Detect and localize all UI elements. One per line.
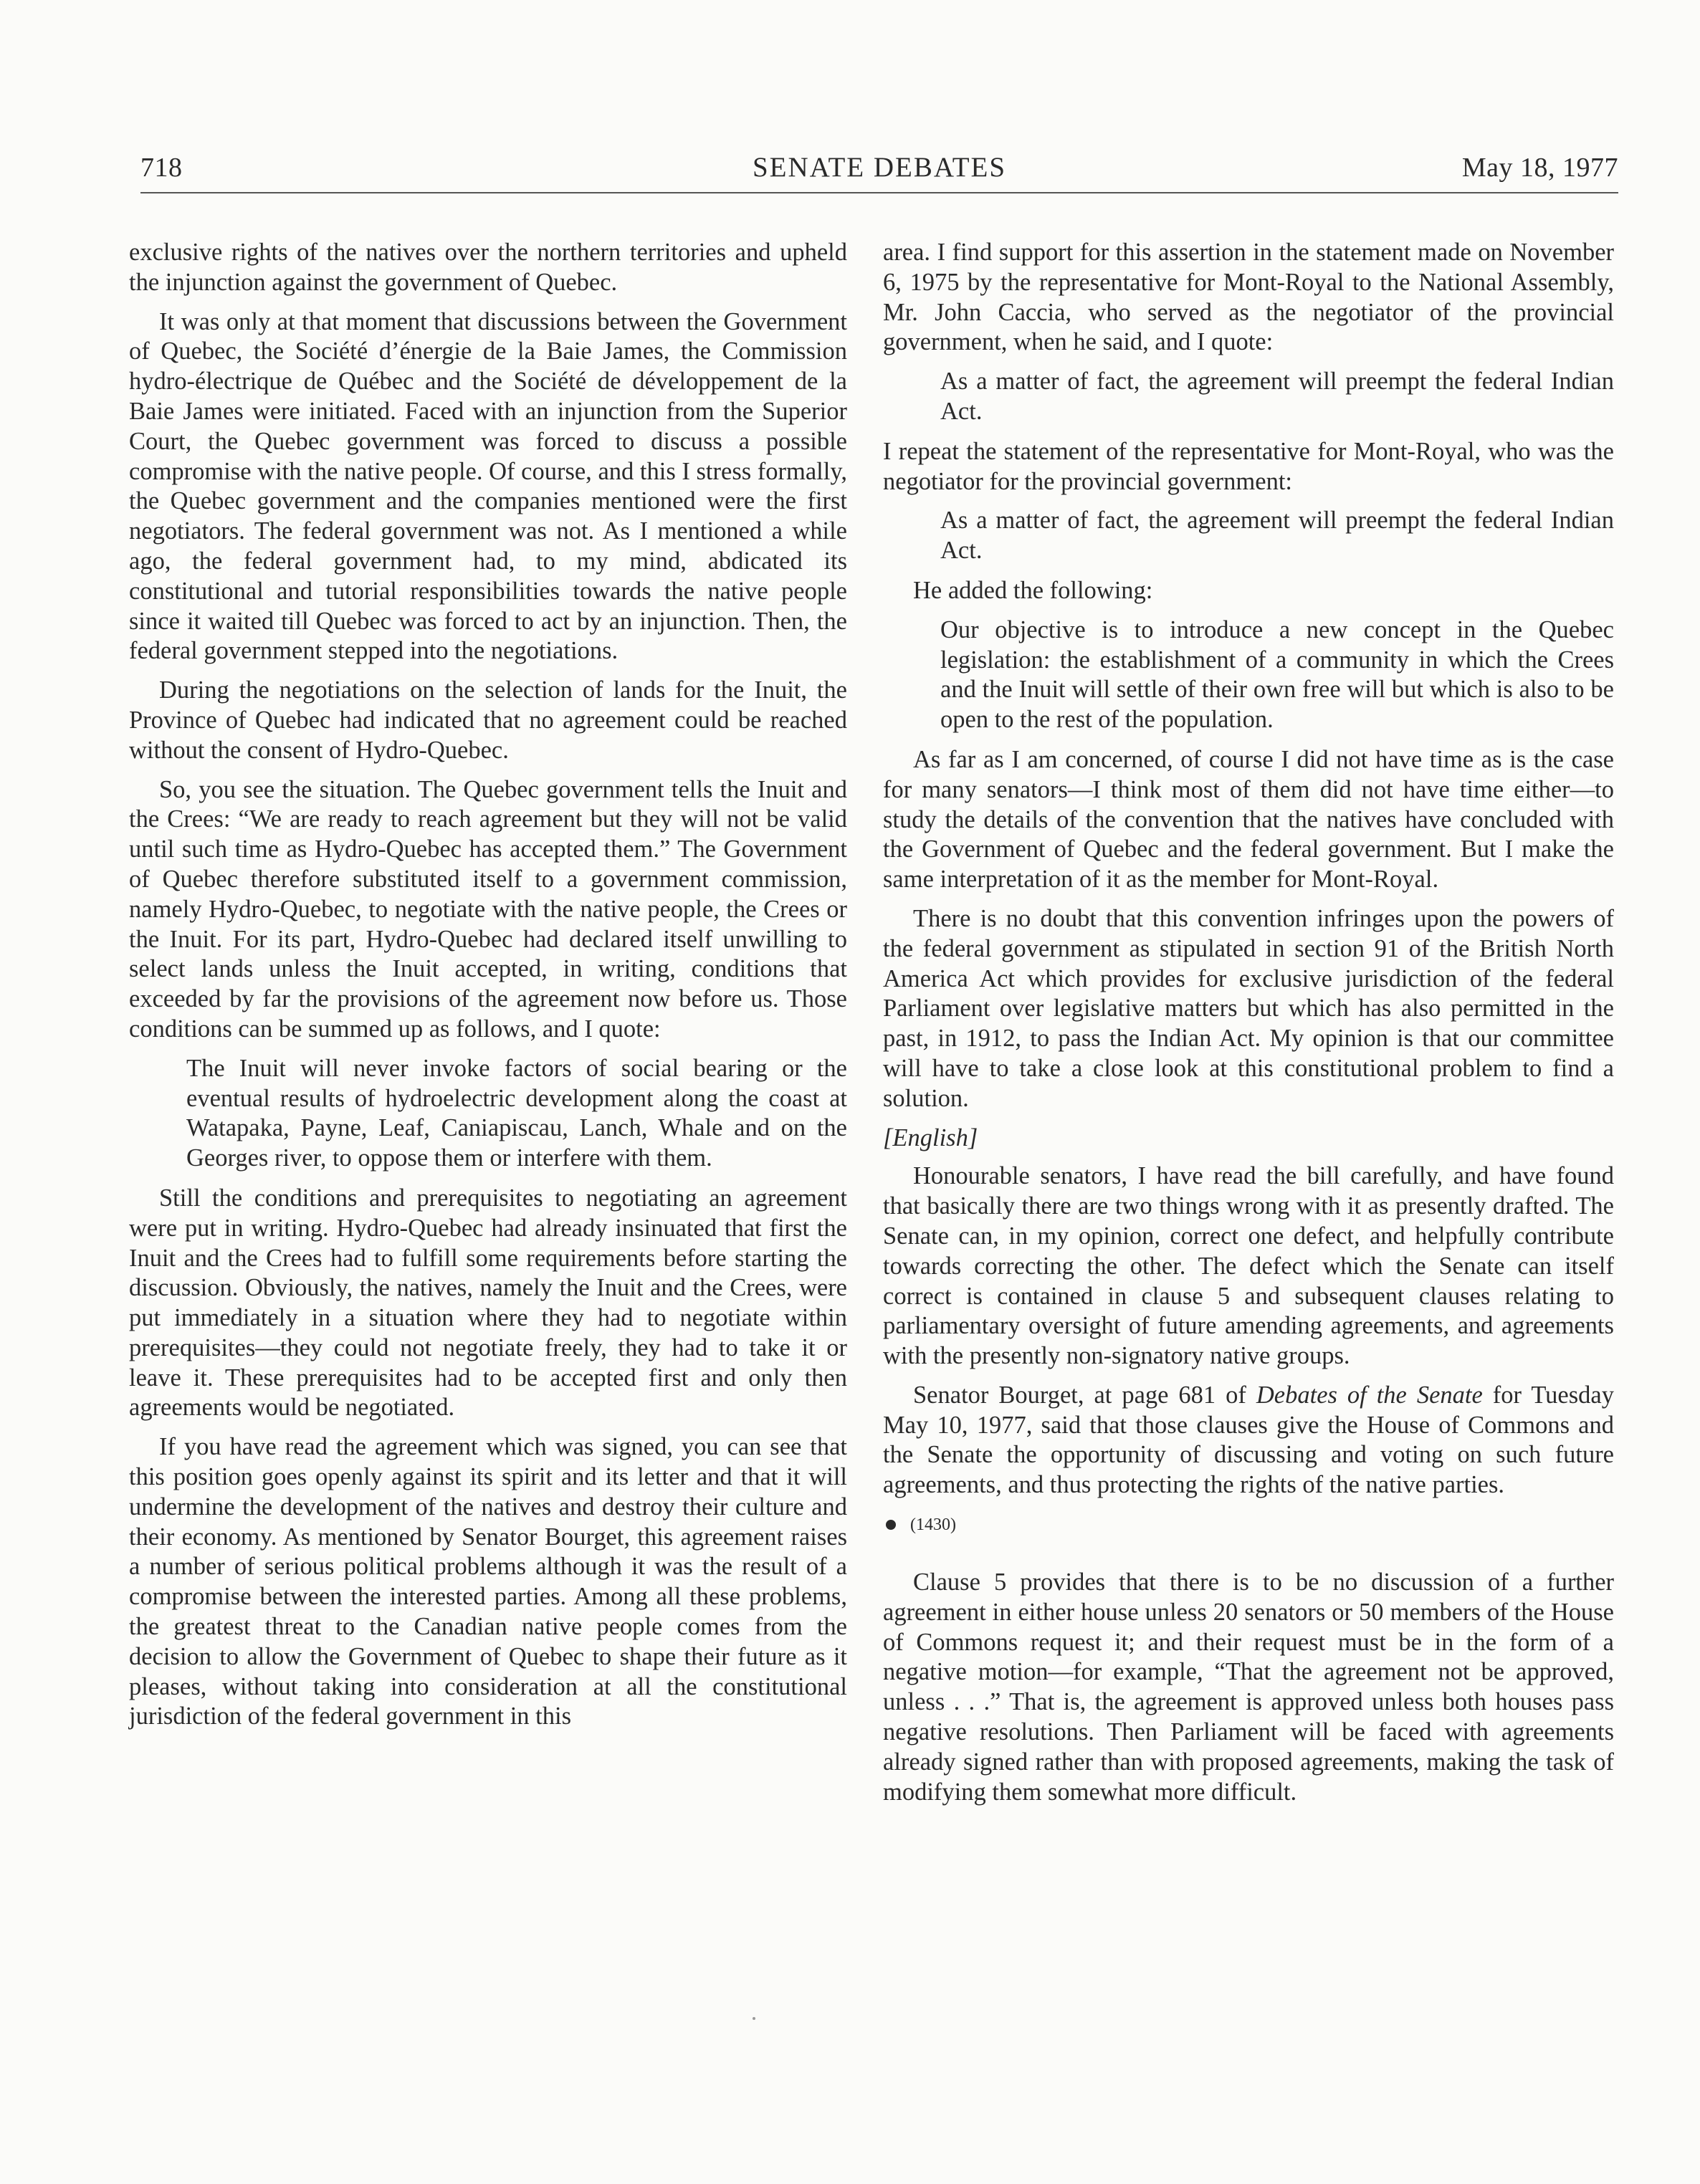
- paragraph: Honourable senators, I have read the bill carefully, and have found that basically there are two things wrong with it as presently drafted. The Senate can, in my opinion, correct one defect, and helpfully contribute towards correcting the other. The defect which the Senate can itself correct is contained in clause 5 and subsequent clauses relating to parliamentary oversight of future amending agreements, and agreements with the presently non-signatory native groups.: [883, 1162, 1614, 1370]
- paragraph: As far as I am concerned, of course I did not have time as is the case for many senators—I think most of them did not have time either—to study the details of the convention that the natives have concluded with the Government of Quebec and the federal government. But I make the same interpretation of it as the member for Mont-Royal.: [883, 745, 1614, 894]
- publication-title: Debates of the Senate: [1256, 1381, 1483, 1409]
- paragraph: It was only at that moment that discussions between the Government of Quebec, the Société d’énergie de la Baie James, the Commission hydro-électrique de Québec and the Société de développement de la Baie James were initiated. Faced with an injunction from the Superior Court, the Quebec government was forced to discuss a possible compromise with the native people. Of course, and this I stress formally, the Quebec government and the companies mentioned were the first negotiators. The federal government was not. As I mentioned a while ago, the federal government had, to my mind, abdicated its constitutional and tutorial responsibilities towards the native people since it waited till Quebec was forced to act by an injunction. Then, the federal government stepped into the negotiations.: [129, 307, 847, 665]
- page-number: 718: [140, 153, 183, 183]
- left-column: [129, 238, 847, 1741]
- paragraph: There is no doubt that this convention infringes upon the powers of the federal government as stipulated in section 91 of the British North America Act which provides for exclusive jurisdiction of the federal Parliament over legislative matters but which has also permitted in the past, in 1912, to pass the Indian Act. My opinion is that our committee will have to take a close look at this constitutional problem to find a solution.: [883, 904, 1614, 1112]
- paragraph: area. I find support for this assertion in the statement made on November 6, 1975 by the representative for Mont-Royal to the National Assembly, Mr. John Caccia, who served as the negotiator of the provincial government, when he said, and I quote:: [883, 239, 1614, 356]
- block-quote: Our objective is to introduce a new concept in the Quebec legislation: the establishment of a community in which the Crees and the Inuit will settle of their own free will but which is also to be open to the rest of the population.: [940, 616, 1614, 734]
- timestamp: [886, 1510, 1614, 1539]
- timestamp-text: (1430): [910, 1515, 956, 1535]
- paragraph: So, you see the situation. The Quebec government tells the Inuit and the Crees: “We are ready to reach agreement but they will not be valid until such time as Hydro-Quebec has accepted them.” The Government of Quebec therefore substituted itself to a government commission, namely Hydro-Quebec, to negotiate with the native people, the Crees or the Inuit. For its part, Hydro-Quebec had declared itself unwilling to select lands unless the Inuit accepted, in writing, conditions that exceeded by far the provisions of the agreement now before us. Those conditions can be summed up as follows, and I quote:: [129, 775, 847, 1043]
- block-quote: As a matter of fact, the agreement will preempt the federal Indian Act.: [940, 368, 1614, 425]
- paragraph-text: Senator Bourget, at page 681 of: [913, 1381, 1256, 1409]
- page-header: [140, 146, 1618, 193]
- header-date: May 18, 1977: [1461, 153, 1618, 183]
- paragraph: [883, 1381, 1614, 1500]
- scan-speck: [753, 2017, 755, 2020]
- paragraph-text: for Tuesday May 10, 1977, said that those clauses give the House of Commons and the Senate the opportunity of discussing and voting on such future agreements, and thus protecting the rights of the native parties.: [883, 1381, 1614, 1499]
- paragraph: He added the following:: [913, 576, 1153, 604]
- running-title: SENATE DEBATES: [752, 152, 1007, 183]
- language-marker-text: [English]: [883, 1124, 978, 1151]
- language-marker: [883, 1124, 1614, 1154]
- paragraph: During the negotiations on the selection of lands for the Inuit, the Province of Quebec had indicated that no agreement could be reached without the consent of Hydro-Quebec.: [129, 676, 847, 764]
- right-column: [883, 238, 1614, 1816]
- paragraph: Still the conditions and prerequisites to negotiating an agreement were put in writing. Hydro-Quebec had already insinuated that first the Inuit and the Crees had to fulfill some requirements before starting the discussion. Obviously, the natives, namely the Inuit and the Crees, were put immediately in a situation where they had to negotiate within prerequisites—they could not negotiate freely, they had to take it or leave it. These prerequisites had to be accepted first and only then agreements would be negotiated.: [129, 1184, 847, 1422]
- paragraph: If you have read the agreement which was signed, you can see that this position goes openly against its spirit and its letter and that it will undermine the development of the natives and destroy their culture and their economy. As mentioned by Senator Bourget, this agreement raises a number of serious political problems although it was the result of a compromise between the interested parties. Among all these problems, the greatest threat to the Canadian native people comes from the decision to allow the Government of Quebec to shape their future as it pleases, without taking into consideration at all the constitutional jurisdiction of the federal government in this: [129, 1433, 847, 1730]
- paragraph: exclusive rights of the natives over the northern territories and upheld the injunction against the government of Quebec.: [129, 239, 847, 296]
- bullet-icon: [886, 1520, 896, 1530]
- paragraph: Clause 5 provides that there is to be no discussion of a further agreement in either house unless 20 senators or 50 members of the House of Commons request it; and their request must be in the form of a negative motion—for example, “That the agreement not be approved, unless . . .” That is, the agreement is approved unless both houses pass negative resolutions. Then Parliament will be faced with agreements already signed rather than with proposed agreements, making the task of modifying them somewhat more difficult.: [883, 1568, 1614, 1806]
- paragraph: I repeat the statement of the representative for Mont-Royal, who was the negotiator for the provincial government:: [883, 437, 1614, 495]
- block-quote: The Inuit will never invoke factors of social bearing or the eventual results of hydroelectric development along the coast at Watapaka, Payne, Leaf, Caniapiscau, Lanch, Whale and on the Georges river, to oppose them or interfere with them.: [186, 1054, 847, 1172]
- block-quote: As a matter of fact, the agreement will preempt the federal Indian Act.: [940, 507, 1614, 565]
